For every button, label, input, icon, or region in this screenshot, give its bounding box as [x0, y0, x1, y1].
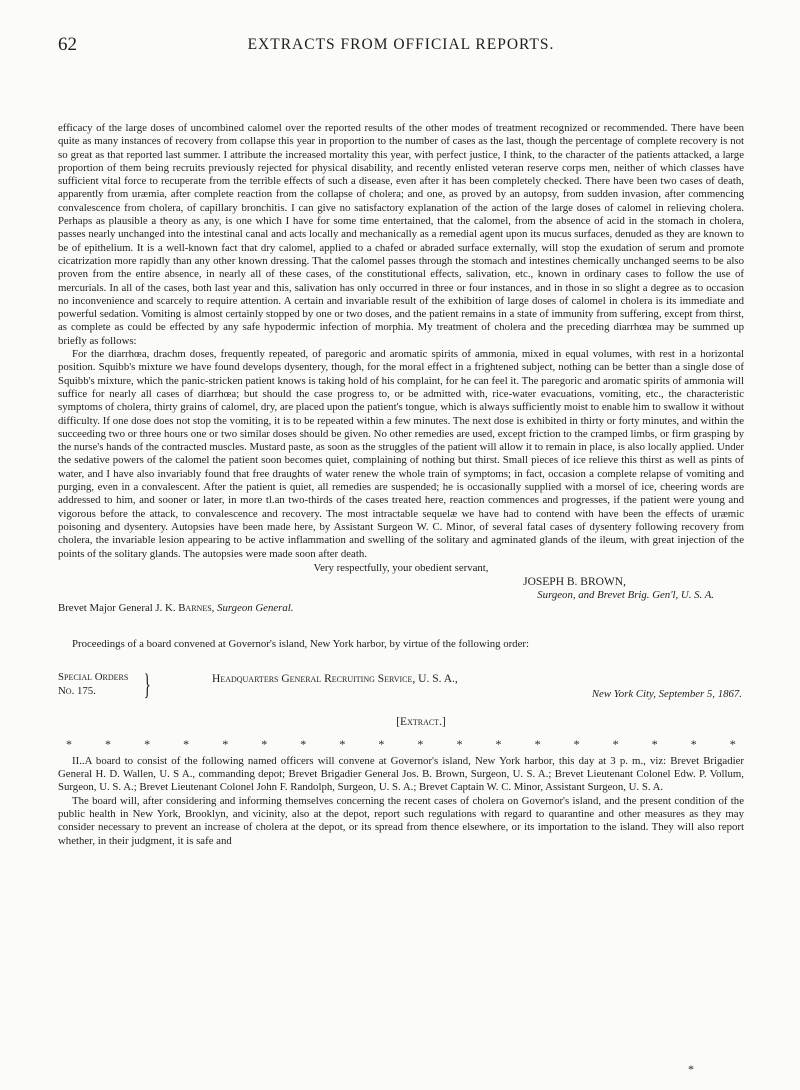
star-icon: * — [417, 736, 424, 751]
page-number: 62 — [58, 34, 77, 55]
headquarters-heading: Headquarters General Recruiting Service, U. S. A., — [212, 673, 458, 686]
star-icon: * — [456, 736, 463, 751]
star-icon: * — [729, 736, 736, 751]
special-orders-label — [58, 670, 128, 698]
addressee: Brevet Major General J. K. Barnes, Surgeon General. — [58, 601, 294, 614]
orders-heading — [58, 670, 744, 708]
addressee-prefix: Brevet Major General J. K. — [58, 601, 179, 614]
star-icon: * — [612, 736, 619, 751]
body-text — [58, 122, 744, 848]
star-icon: * — [690, 736, 697, 751]
star-icon: * — [66, 736, 72, 751]
signature-block — [58, 562, 744, 603]
star-icon: * — [144, 736, 151, 751]
star-icon: * — [183, 736, 190, 751]
proceedings-intro: Proceedings of a board convened at Governor's island, New York harbor, by virtue of the following order: — [72, 637, 529, 650]
signature-title: Surgeon, and Brevet Brig. Gen'l, U. S. A. — [537, 589, 714, 602]
extract-label: [Extract.] — [396, 716, 446, 729]
headquarters-place-date: New York City, September 5, 1867. — [591, 688, 742, 701]
paragraph-board-instructions: The board will, after considering and informing themselves concerning the recent cases of cholera on Governor's island, and the present condition of the public health in New York, Brooklyn, and vicinity, also at the depot, report such regulations with regard to quarantine and other measures as they may consider necessary to prevent an increase of cholera at the depot, or its spread from thence elsewhere, or its importation to the island. They will also report whether, in their judgment, it is safe and — [58, 794, 744, 847]
valediction: Very respectfully, your obedient servant, — [313, 561, 489, 574]
addressee-name: Barnes — [178, 601, 212, 614]
addressee-title: Surgeon General. — [217, 601, 294, 614]
star-icon: * — [651, 736, 658, 751]
star-icon: * — [105, 736, 112, 751]
star-icon: * — [573, 736, 580, 751]
paragraph-calomel-efficacy: efficacy of the large doses of uncombined calomel over the reported results of the other modes of treatment recognized or recommended. There have been quite as many instances of recovery from collapse this year in proportion to the number of cases as the last, though the percentage of complete recovery is not so great as that reported last summer. I attribute the increased mortality this year, with perfect justice, I think, to the character of the patients attacked, a large proportion of them being recruits previously rejected for physical disability, and recently enlisted veteran reserve corps men, neither of which classes have sufficient vital force to recuperate from the terrible effects of such a disease, even after it has been completely checked. There have been two cases of death, apparently from uræmia, after complete reaction from the collapse of cholera; and one, as proved by an autopsy, from sudden invasion, after commencing convalescence from cholera, of capillary bronchitis. I can give no satisfactory explanation of the action of the large doses of calomel in relieving cholera. Perhaps as plausible a theory as any, is one which I have for some time entertained, that the calomel, from the absence of acid in the stomach in cholera, passes nearly unchanged into the intestinal canal and acts locally and mechanically as a remedial agent upon its mucus surfaces, denuded as they are known to be of epithelium. It is a well-known fact that dry calomel, applied to a chafed or abraded surface externally, will stop the exudation of serum and promote cicatrization more rapidly than any other known dressing. That the calomel passes through the stomach and intestines chemically unchanged seems to be also proven from the entire absence, in nearly all of these cases, of the constitutional effects, salivation, etc., known in ordinary cases to follow the use of mercurials. In all of the cases, both last year and this, salivation has only occurred in three or four instances, and in those in so slight a degree as to occasion no inconvenience and scarcely to require attention. A certain and invariable result of the exhibition of large doses of calomel in cholera is its immediate and powerful sedation. Vomiting is almost certainly stopped by one or two doses, and the patient remains in a state of immunity from suffering, except from thirst, as complete as could be effected by any safe hypodermic infection of morphia. My treatment of cholera and the preceding diarrhœa may be summed up briefly as follows: — [58, 122, 744, 347]
star-icon: * — [261, 736, 268, 751]
star-icon: * — [222, 736, 229, 751]
ellipsis-stars — [58, 738, 744, 751]
signature-name: JOSEPH B. BROWN, — [523, 576, 626, 589]
paragraph-board-order: II..A board to consist of the following named officers will convene at Governor's island, New York harbor, this day at 3 p. m., viz: Brevet Brigadier General H. D. Wallen, U. S A., commanding depot; Brevet Brigadier General Jos. B. Brown, Surgeon, U. S. A.; Brevet Lieutenant Colonel Edw. P. Vollum, Surgeon, U. S. A.; Brevet Lieutenant Colonel John F. Randolph, Surgeon, U. S. A.; Brevet Captain W. C. Minor, Assistant Surgeon, U. S. A. — [58, 754, 744, 794]
star-icon: * — [495, 736, 502, 751]
paragraph-treatment: For the diarrhœa, drachm doses, frequently repeated, of paregoric and aromatic spirits of ammonia, mixed in equal volumes, with rest in a horizontal position. Squibb's mixture we have found develops dysentery, though, for the moral effect in a frightened subject, nothing can be better than a single dose of Squibb's mixture, which the panic-stricken patient knows is taking hold of his complaint, for he can feel it. The paregoric and aromatic spirits of ammonia will suffice for nearly all cases of diarrhœa; but should the case progress to, or be admitted with, rice-water evacuations, vomiting, etc., the characteristic symptoms of cholera, thirty grains of calomel, dry, are placed upon the patient's tongue, which is always sufficiently moist to enable him to swallow it without difficulty. If one dose does not stop the vomiting, it is to be repeated within a few minutes. The next dose is exhibited in thirty or forty minutes, and within the succeeding two or three hours one or two similar doses should be given. No other remedies are used, except friction to the cramped limbs, or firm grasping by the nurse's hands of the contracted muscles. Mustard paste, as soon as the struggles of the patient will allow it to remain in place, is also locally applied. Under the sedative powers of the calomel the patient soon becomes quiet, complaining of nothing but thirst. Small pieces of ice relieve this thirst as well as pints of water, and I have also invariably found that free draughts of water renew the whole train of symptoms; in fact, occasion a complete relapse of vomiting and purging, even in a convalescent. After the patient is quiet, all remedies are suspended; he is occasionally supplied with a morsel of ice, cheering words are addressed to him, and sooner or later, in more tl.an two-thirds of the cases treated here, reaction commences and progresses, if the patient were young and vigorous before the attack, to convalescence and recovery. The most intractable sequelæ we have had to contend with have been the effects of uræmic poisoning and dysentery. Autopsies have been made here, by Assistant Surgeon W. C. Minor, of several fatal cases of dysentery following recovery from cholera, the invariable lesion appearing to be active inflammation and swelling of the solitary and agminated glands of the ileum, with great injection of the points of the solitary glands. The autopsies were made soon after death. — [58, 348, 744, 560]
star-icon: * — [378, 736, 385, 751]
page-header — [58, 34, 744, 58]
printer-mark-icon: * — [688, 1062, 694, 1076]
star-icon: * — [339, 736, 346, 751]
star-icon: * — [300, 736, 307, 751]
brace-icon: } — [143, 668, 151, 702]
special-orders-number: No. 175. — [58, 685, 96, 698]
running-head: EXTRACTS FROM OFFICIAL REPORTS. — [247, 36, 555, 53]
special-orders-title: Special Orders — [58, 671, 129, 684]
star-icon: * — [534, 736, 541, 751]
